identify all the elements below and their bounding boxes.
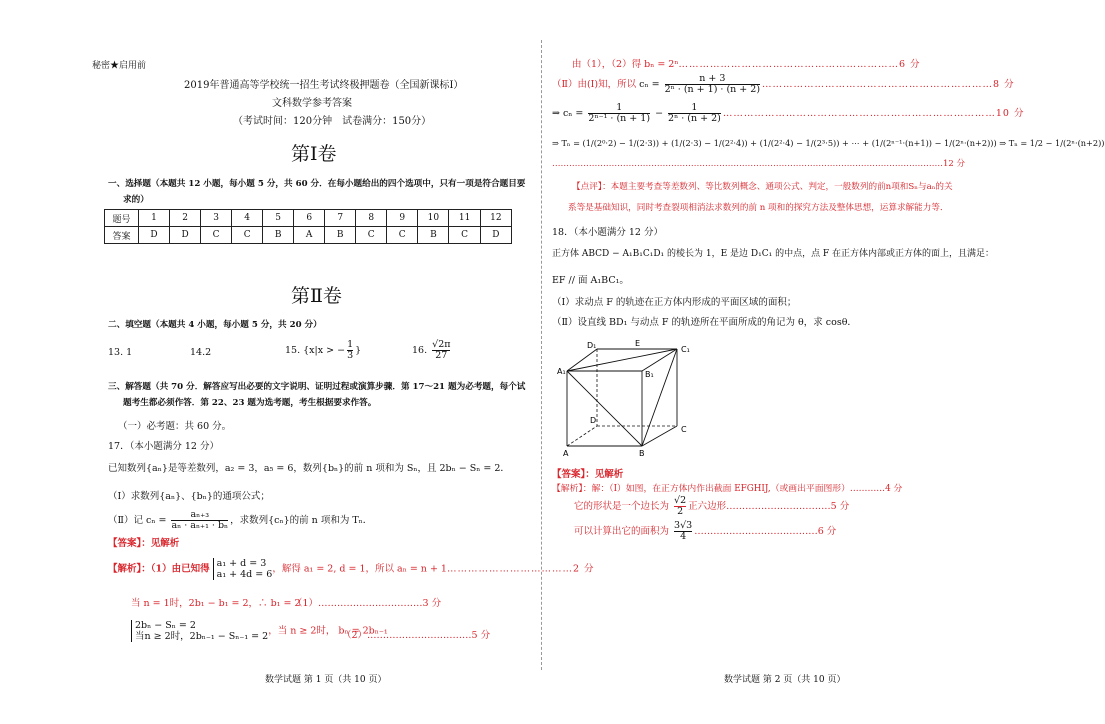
shape-suffix: 正六边形……………………………5 分 bbox=[688, 501, 850, 512]
score-6: ………………………………………………………6 分 bbox=[678, 59, 921, 70]
exam-title: 2019年普通高等学校统一招生考试终极押题卷（全国新课标Ⅰ） bbox=[184, 80, 464, 91]
answer-14: 14.2 bbox=[190, 347, 212, 358]
q18-title: 18．（本小题满分 12 分） bbox=[552, 227, 663, 238]
section3-instructions-cont: 题考生都必须作答．第 22、23 题为选考题，考生根据要求作答。 bbox=[123, 398, 377, 408]
q17-system-eq1: a₁ + d = 3 bbox=[216, 558, 267, 569]
section1-instructions: 一、选择题（本题共 12 小题，每小题 5 分，共 60 分．在每小题给出的四个选项中，只有一项是符合题目要 bbox=[108, 179, 526, 189]
table-cell: 5 bbox=[263, 210, 294, 227]
q18-answer-label: 【答案】：见解析 bbox=[552, 469, 624, 480]
table-cell: B bbox=[325, 227, 356, 244]
page-footer-right: 数学试题 第 2 页（共 10 页） bbox=[724, 675, 846, 685]
table-cell: C bbox=[232, 227, 263, 244]
table-header-cell: 题号 bbox=[105, 210, 139, 227]
table-row bbox=[105, 227, 512, 244]
score-8: …………………………………………………………8 分 bbox=[762, 79, 1015, 90]
answer-15-close: } bbox=[355, 345, 362, 356]
answer-table bbox=[104, 209, 512, 244]
q18-shape-line bbox=[574, 496, 849, 517]
q17-part2-prefix: （Ⅱ）记 bbox=[108, 515, 143, 526]
table-cell: 11 bbox=[449, 210, 480, 227]
table-cell: 8 bbox=[356, 210, 387, 227]
q18-part1: （Ⅰ）求动点 F 的轨迹在正方体内形成的平面区域的面积； bbox=[552, 297, 797, 308]
part1-heading: 第Ⅰ卷 bbox=[291, 143, 337, 165]
cn-den: 2ⁿ · (n + 1) · (n + 2) bbox=[664, 84, 761, 95]
label-C1: C₁ bbox=[681, 345, 690, 354]
b-result-line bbox=[572, 56, 921, 70]
q18-stem-cont: EF // 面 A₁BC₁。 bbox=[552, 275, 629, 286]
q17-system-eq2: a₁ + 4d = 6 bbox=[216, 569, 273, 580]
shape-prefix: 它的形状是一个边长为 bbox=[574, 501, 670, 512]
label-A1: A₁ bbox=[557, 367, 566, 376]
cn-prefix: （Ⅱ）由(Ⅰ)知，所以 bbox=[552, 79, 637, 90]
shape-den: 2 bbox=[677, 506, 684, 517]
exam-info: （考试时间：120分钟 试卷满分：150分） bbox=[233, 116, 432, 127]
q17-score-5: （2）……………………………5 分 bbox=[342, 630, 491, 641]
table-cell: 2 bbox=[170, 210, 201, 227]
q17-case-eq1: 2bₙ − Sₙ = 2 bbox=[135, 620, 196, 631]
table-cell: 1 bbox=[139, 210, 170, 227]
q17-part2-suffix: ，求数列{cₙ}的前 n 项和为 Tₙ． bbox=[230, 515, 373, 526]
table-cell: 12 bbox=[480, 210, 511, 227]
shape-num: √2 bbox=[674, 495, 687, 506]
score-10: ……………………………………………………………………10 分 bbox=[722, 108, 1025, 119]
q17-stem: 已知数列{aₙ}是等差数列，a₂ = 3，a₅ = 6，数列{bₙ}的前 n 项和为 Sₙ，且 2bₙ − Sₙ = 2． bbox=[108, 463, 510, 474]
q17-cn-label: cₙ = bbox=[146, 515, 167, 526]
q17-part2 bbox=[108, 510, 372, 531]
exam-subtitle: 文科数学参考答案 bbox=[272, 98, 352, 109]
answer-15-label: 15. bbox=[285, 345, 301, 356]
cn-num: n + 3 bbox=[665, 74, 760, 85]
answer-16-label: 16. bbox=[412, 345, 428, 356]
q17-case-eq2: 当n ≥ 2时，2bₙ₋₁ − Sₙ₋₁ = 2 bbox=[135, 631, 269, 642]
label-D1: D₁ bbox=[587, 341, 597, 350]
table-header-cell: 答案 bbox=[105, 227, 139, 244]
table-cell: B bbox=[263, 227, 294, 244]
cn-split-prefix: ⇒ cₙ = bbox=[552, 108, 584, 119]
q17-n1-line: 当 n = 1时，2b₁ − b₁ = 2，∴ b₁ = 2 bbox=[131, 598, 301, 609]
answer-15-set: {x|x > − bbox=[303, 345, 346, 356]
q17-score-2: ………………………………2 分 bbox=[446, 563, 595, 575]
area-num: 3√3 bbox=[674, 520, 693, 531]
required-note: （一）必考题：共 60 分。 bbox=[118, 421, 232, 432]
answer-16-num: √2π bbox=[432, 339, 451, 350]
table-cell: B bbox=[418, 227, 449, 244]
area-suffix: …………………………………6 分 bbox=[694, 526, 837, 537]
table-cell: C bbox=[449, 227, 480, 244]
table-cell: C bbox=[387, 227, 418, 244]
answer-16-den: 27 bbox=[435, 350, 448, 361]
answer-16 bbox=[412, 340, 452, 361]
table-cell: C bbox=[201, 227, 232, 244]
score-12: …………………………………………………………………………………………………………………………12 分 bbox=[552, 159, 966, 169]
table-cell: D bbox=[170, 227, 201, 244]
comment-line1: 【点评】：本题主要考查等差数列、等比数列概念、通项公式、判定，一般数列的前n项和Sₙ与aₙ的关 bbox=[572, 182, 953, 192]
q17-solution-cont: ，解得 a₁ = 2, d = 1，所以 aₙ = n + 1 bbox=[272, 563, 447, 575]
label-E: E bbox=[635, 339, 641, 348]
q17-case-cont: ，当 n ≥ 2时， bₙ = 2bₙ₋₁ bbox=[268, 625, 388, 637]
label-C: C bbox=[681, 425, 687, 434]
label-D: D bbox=[590, 416, 597, 425]
b-result-text: 由（1），（2）得 bₙ = 2ⁿ bbox=[572, 59, 679, 70]
q17-part1: （Ⅰ）求数列{aₙ}、{bₙ}的通项公式； bbox=[108, 491, 270, 502]
right-page bbox=[512, 0, 1105, 724]
cn-line bbox=[552, 74, 1015, 95]
table-cell: 3 bbox=[201, 210, 232, 227]
answer-15-den: 3 bbox=[347, 350, 354, 361]
q17-score-3: （1）……………………………3 分 bbox=[293, 598, 442, 609]
q17-solution-label: 【解析】：（1）由已知得 bbox=[108, 563, 210, 575]
answer-15 bbox=[285, 340, 361, 361]
label-A: A bbox=[563, 449, 569, 458]
split-b-num: 1 bbox=[668, 103, 721, 114]
section3-instructions: 三、解答题（共 70 分．解答应写出必要的文字说明、证明过程或演算步骤．第 17～21 题为必考题，每个试 bbox=[108, 382, 526, 392]
secret-label: 秘密★启用前 bbox=[92, 61, 147, 71]
table-cell: A bbox=[294, 227, 325, 244]
q17-answer-label: 【答案】：见解析 bbox=[108, 538, 180, 549]
label-B1: B₁ bbox=[645, 370, 654, 379]
table-cell: D bbox=[139, 227, 170, 244]
page-footer-left: 数学试题 第 1 页（共 10 页） bbox=[265, 675, 387, 685]
table-cell: 9 bbox=[387, 210, 418, 227]
table-row bbox=[105, 210, 512, 227]
answer-15-num: 1 bbox=[347, 339, 354, 350]
q18-solution: 【解析】：解：（Ⅰ）如图，在正方体内作出截面 EFGHIJ,（或画出平面图形）…………4 分 bbox=[552, 484, 903, 494]
table-cell: 7 bbox=[325, 210, 356, 227]
label-B: B bbox=[639, 449, 645, 458]
split-a-den: 2ⁿ⁻¹ · (n + 1) bbox=[588, 113, 651, 124]
q18-area-line bbox=[574, 521, 836, 542]
answer-13: 13. 1 bbox=[108, 347, 133, 358]
q17-title: 17．（本小题满分 12 分） bbox=[108, 441, 219, 452]
area-den: 4 bbox=[680, 531, 687, 542]
part2-heading: 第Ⅱ卷 bbox=[291, 285, 342, 307]
cn-label: cₙ = bbox=[639, 79, 660, 90]
cn-split-line: ⇒ cₙ = $\frac{1}{\text{2ⁿ⁻¹ · (n + 1)}}$ − $\frac{1}{\text{2ⁿ · (n + 2)}}$ ……………………………………………………………………10 分 bbox=[552, 102, 1025, 124]
split-a-num: 1 bbox=[588, 103, 650, 114]
section1-instructions-cont: 求的） bbox=[123, 195, 149, 205]
table-cell: D bbox=[480, 227, 511, 244]
cube-figure bbox=[557, 336, 707, 461]
q17-cn-num: aₙ₊₃ bbox=[171, 510, 228, 521]
comment-line2: 系等是基础知识，同时考查裂项相消法求数列的前 n 项和的探究方法及整体思想，运算求解能力等． bbox=[568, 203, 949, 213]
table-cell: 6 bbox=[294, 210, 325, 227]
split-b-den: 2ⁿ · (n + 2) bbox=[668, 113, 721, 124]
table-cell: 10 bbox=[418, 210, 449, 227]
q17-cn-den: aₙ · aₙ₊₁ · bₙ bbox=[171, 520, 229, 531]
q18-part2: （Ⅱ）设直线 BD₁ 与动点 F 的轨迹所在平面所成的角记为 θ，求 cosθ． bbox=[552, 317, 857, 328]
table-cell: C bbox=[356, 227, 387, 244]
q18-stem: 正方体 ABCD − A₁B₁C₁D₁ 的棱长为 1，E 是边 D₁C₁ 的中点，点 F 在正方体内部或正方体的面上，且满足： bbox=[552, 249, 995, 259]
area-prefix: 可以计算出它的面积为 bbox=[574, 526, 670, 537]
table-cell: 4 bbox=[232, 210, 263, 227]
section2-instructions: 二、填空题（本题共 4 小题，每小题 5 分，共 20 分） bbox=[108, 320, 322, 330]
tn-line: ⇒ Tₙ = (1/(2⁰·2) − 1/(2·3)) + (1/(2·3) − 1/(2²·4)) + (1/(2²·4) − 1/(2³·5)) + ⋯ + (1/(2ⁿ⁻¹·(n+1)) − 1/(2ⁿ·(n+2))) ⇒ Tₙ = 1/2 − 1/(2ⁿ·(n+2)) bbox=[552, 138, 1105, 148]
